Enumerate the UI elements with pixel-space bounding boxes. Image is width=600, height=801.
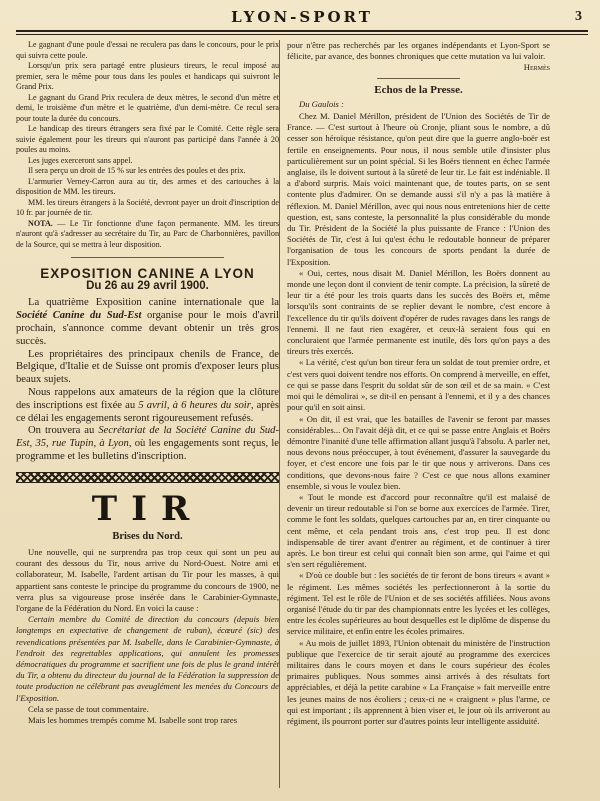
- reglement-paragraph: MM. les tireurs étrangers à la Société, devront payer un droit d'inscription de 10 fr. par journée de tir.: [16, 197, 279, 217]
- exposition-dates: Du 26 au 29 avril 1900.: [86, 280, 209, 293]
- echos-paragraph: « Au mois de juillet 1893, l'Union obtenait du ministère de l'instruction publique que l'exercice de tir serait ajouté au programme des exercices militaires dans le cours moyen et dans le cours supérieur des écoles primaires publiques. Nous sommes ainsi arrivés à des résultats fort appréciables, et déjà la petite carabine « La Française » fait merveille entre les jeunes mains de nos écoliers ; ceux-ci ne « craignent » plus l'arme, ce qui est important ; ils apprennent à bien viser et, le jour où ils arriveront au régiment, ils pourront porter sur d'autres points leur intelligente assiduité.: [287, 637, 550, 726]
- echos-paragraph: « D'où ce double but : les sociétés de tir feront de bons tireurs « avant » le régiment. Les mêmes sociétés les perfectionneront à la sortie du régiment. Tel est le rôle de l'Union et de ses sociétés affiliées. Nous avons organisé l'étude du tir par des championnats entre les lycées et les collèges, entre les écoles supérieures au bout desquelles est le diplôme de dispense du service militaire, et enfin entre les écoles primaires.: [287, 570, 550, 637]
- tir-heading: TIR: [91, 488, 204, 529]
- echos-paragraph: « On dit, il est vrai, que les batailles de l'avenir se feront par masses considérables... On l'avait déjà dit, et ce qui se passe entre Anglais et Boërs démontre l'inanité d'une telle affirmation allant jusqu'à l'absolu. A parler net, nous devons nous préoccuper, à tout événement, d'assurer la sauvegarde du foyer, et c'est encore une fois par le tir que nous y arriverons. Dans ces conditions, que devons-nous faire ? C'est ce que nous allons examiner ensemble, si vous le voulez bien.: [287, 413, 550, 491]
- page-number: 3: [575, 9, 582, 24]
- echos-paragraph: Chez M. Daniel Mérillon, président de l'Union des Sociétés de Tir de France. — C'est surtout à l'heure où Cronje, pliant sous le nombre, a dû cesser son héroïque résistance, qu'on peut dire que la guerre anglo-boër est fertile en enseignements. Pour nous, il nous semble utile d'insister plus particulièrement sur un point spécial. Si les Boërs tiennent en échec l'armée anglaise, ils le doivent surtout à la sûreté de leur tir. Le fait est indéniable. Il a d'abord surpris. Mais voici maintenant que, de toutes parts, on se sent contente plus d'admirer. On se demande aussi s'il n'y a pas là matière à réflexion. M. Daniel Mérillon, avec qui nous nous entretenions hier de cette question, est, sans conteste, la personnalité la plus considérable du monde du Tir. Président de la Société la plus puissante de France : l'Union des Sociétés de Tir, c'est à lui qu'est échu le redoutable honneur de préparer l'organisation de tous les concours de sports pendant la durée de l'Exposition.: [287, 111, 550, 267]
- reglement-paragraph: Le gagnant d'une poule d'essai ne reculera pas dans le concours, pour le prix qui suivra cette poule.: [16, 40, 279, 60]
- section-rule: [377, 78, 460, 79]
- right-column: [287, 40, 550, 800]
- echos-paragraph: « La vérité, c'est qu'un bon tireur fera un soldat de tout premier ordre, et c'est vers quoi doivent tendre nos efforts. On comprend à merveille, en effet, ce qui se passe dans l'esprit du soldat sûr de son œil et de sa main. « C'est moi qui le démolirai », se dit-il en pensant à l'ennemi, et il y a des chances pour qu'il en soit ainsi.: [287, 357, 550, 413]
- header-rule-thin: [16, 34, 588, 35]
- tir-paragraph: Cela se passe de tout commentaire.: [28, 703, 149, 714]
- nota-label: NOTA.: [28, 218, 53, 228]
- reglement-paragraph: Lorsqu'un prix sera partagé entre plusieurs tireurs, le recul imposé au premier, sera le même pour tous dans les poules et handicaps qui suivront le Grand Prix.: [16, 61, 279, 91]
- continued-paragraph: pour n'être pas recherchés par les organes indépendants et Lyon-Sport se félicite, par avance, des bonnes chroniques que cette mutation va lui valoir.: [287, 40, 550, 62]
- press-source: Du Gaulois :: [299, 98, 344, 109]
- exposition-paragraph: [16, 425, 279, 463]
- nota-paragraph: [16, 219, 279, 251]
- brises-du-nord-heading: Brises du Nord.: [112, 530, 183, 542]
- tir-paragraph: Mais les hommes trempés comme M. Isabelle sont trop rares: [28, 715, 238, 726]
- text-run: , où les engagements sont reçus, le programme et les bulletins d'inscription.: [16, 438, 279, 462]
- tir-paragraph: Certain membre du Comité de direction du concours (depuis bien longtemps en expectative de changement de ruban), écœuré (sic) des revendications présentées par M. Isabelle, dans le Carabinier-Gymnaste, à l'endroit des regrettables applications, qui annulent les promesses démocratiques du programme et sacrifient une fois de plus le grand intérêt du Tir, a obtenu du directeur du journal de la Fédération la suppression de toute production ne célébrant pas aveuglément les menées du Concours de l'Exposition.: [16, 614, 279, 703]
- header-rule: [16, 30, 588, 32]
- column-divider: [279, 40, 280, 788]
- echos-paragraph: « Oui, certes, nous disait M. Daniel Mérillon, les Boërs donnent au monde une leçon dont il convient de tenir compte. La précision, la sûreté de leur tir a été pour les trois quarts dans les succès des Boërs et, même lorsqu'ils sont contraints de se replier devant le nombre, c'est encore à l'excellence du tir qu'ils doivent d'opérer de rudes ravages dans les rangs de l'ennemi. Il ne faut rien exagérer, et ceux-là seraient fous qui en concluraient que l'armée permanente est inutile, dès lors qu'on pays a des tireurs très exercés.: [287, 267, 550, 357]
- reglement-paragraph: Le gagnant du Grand Prix reculera de deux mètres, le second d'un mètre et demi, le troisième d'un mètre et le quatrième, d'un demi-mètre. Ce recul sera pour toute la durée du concours.: [16, 92, 279, 123]
- masthead: LYON-SPORT: [231, 8, 373, 26]
- text-run: organise pour le mois d'avril prochain, s'annonce comme devant obtenir un très gros succès.: [16, 310, 279, 347]
- echos-paragraph: « Tout le monde est d'accord pour reconnaître qu'il est malaisé de devenir un tireur redoutable si l'on se borne aux exercices de l'armée. Tirer, comme le font les soldats, quelques cartouches par an, en tirer cinquante ou cent même, et cela pendant trois ans, c'est trop peu. Il est donc indispensable de tirer avant d'entrer au régiment, et de continuer à tirer après. Le bon tireur est celui qui connaît bien son arme, qui l'aime et qui s'en sert régulièrement.: [287, 491, 550, 570]
- left-column: [16, 40, 279, 800]
- exposition-paragraph: [16, 297, 279, 348]
- exposition-paragraph: Les propriétaires des principaux chenils de France, de Belgique, d'Italie et de Suisse ont promis d'exposer leurs plus beaux sujets.: [16, 348, 279, 386]
- page-header: [16, 8, 588, 38]
- ornamental-border: [16, 472, 279, 483]
- exposition-title: EXPOSITION CANINE A LYON: [40, 266, 255, 281]
- tir-paragraph: Une nouvelle, qui ne surprendra pas trop ceux qui sont un peu au courant des dessous du Tir, nous arrive du Nord-Ouest. Notre ami et collaborateur, M. Isabelle, l'ardent artisan du Tir pour les masses, à qui appartient sans conteste le principe du programme du concours de 1900, ne verra plus sa vigoureuse prose insérée dans le Carabinier-Gymnaste, l'organe de la Fédération du Nord. En voici la cause :: [16, 546, 279, 613]
- reglement-paragraph: L'armurier Verney-Carron aura au tir, des armes et des cartouches à la disposition de MM. les tireurs.: [16, 176, 279, 196]
- text-run: On trouvera au: [28, 425, 99, 437]
- text-run: Nous rappelons aux amateurs de la région que la clôture des inscriptions est fixée au: [16, 386, 279, 411]
- nota-text: — Le Tir fonctionne d'une façon permanente. MM. les tireurs n'auront qu'à s'adresser au secrétaire du Tir, au Parc de Charbonnières, pavillon de la Source, qui se mettra à leur disposition.: [16, 218, 279, 249]
- reglement-paragraph: Il sera perçu un droit de 15 % sur les entrées des poules et des prix.: [28, 166, 246, 175]
- text-run: La quatrième Exposition canine internationale que la: [28, 297, 279, 309]
- reglement-section: [16, 40, 279, 250]
- text-run: , après ce délai les engagements seront rigoureusement refusés.: [16, 399, 279, 424]
- article-signature: Hermès: [523, 62, 550, 73]
- text-run-italic: Société Canine du Sud-Est: [16, 310, 142, 322]
- exposition-article: [16, 268, 279, 464]
- section-rule: [71, 257, 224, 258]
- text-run-italic: 5 avril, à 6 heures du soir: [138, 399, 251, 411]
- reglement-paragraph: Les juges exerceront sans appel.: [28, 155, 133, 165]
- echos-heading: Echos de la Presse.: [374, 83, 463, 96]
- exposition-paragraph: [16, 387, 279, 425]
- text-run-italic: Secrétariat de la Société Canine du Sud-Est, 35, rue Tupin, à Lyon: [16, 425, 279, 450]
- reglement-paragraph: Le handicap des tireurs étrangers sera fixé par le Comité. Cette règle sera suivie également pour les tireurs qui n'auront pas participé dans l'année à 20 poules au moins.: [16, 124, 279, 154]
